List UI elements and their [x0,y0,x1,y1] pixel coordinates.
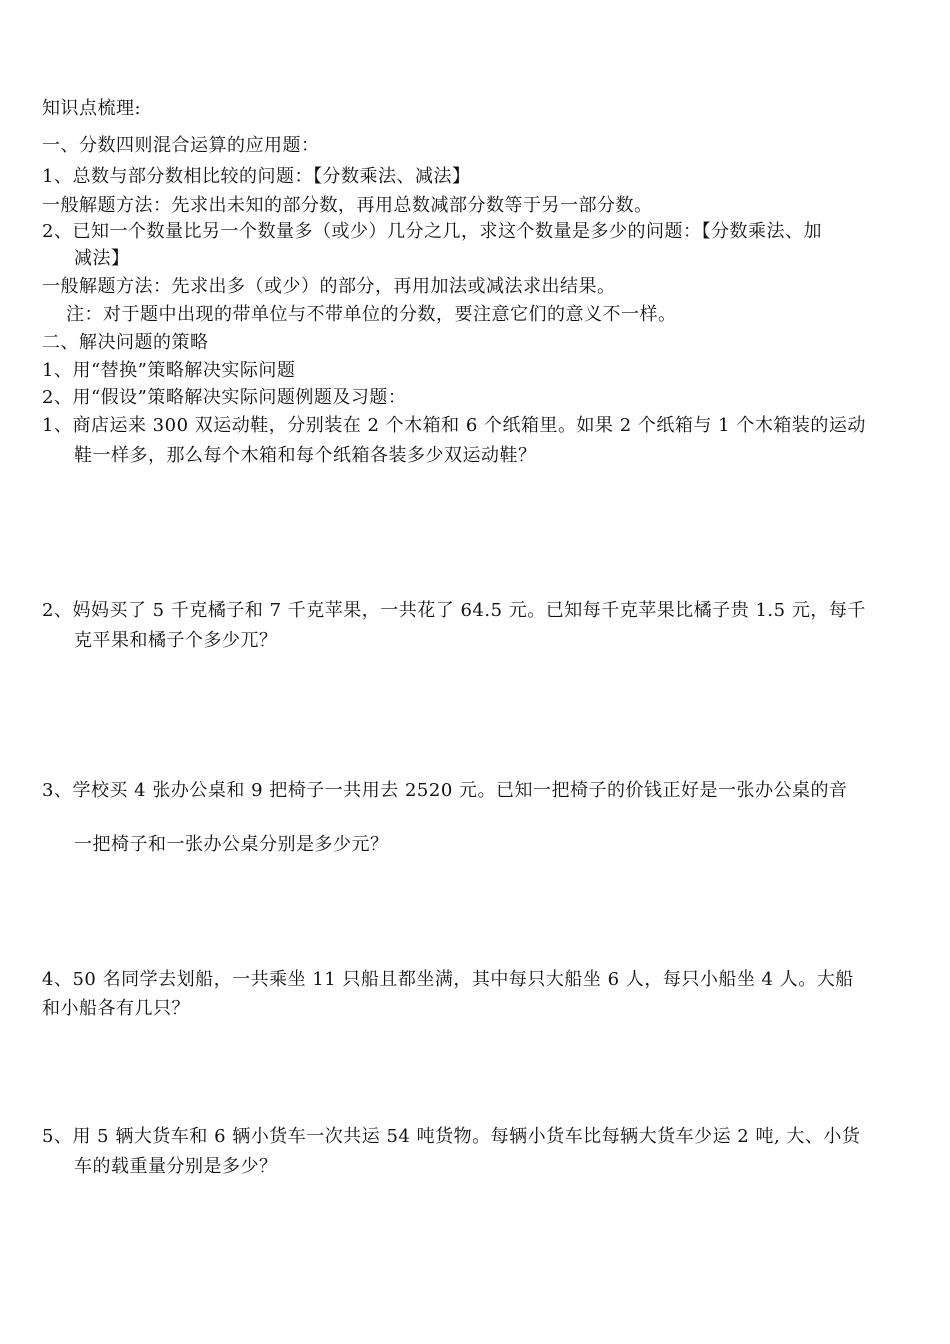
section1-item2-method: 一般解题方法：先求出多（或少）的部分，再用加法或减法求出结果。 [42,276,616,297]
problem-2-line2: 克平果和橘子个多少兀？ [74,630,278,651]
section1-item1-title: 1、总数与部分数相比较的问题：【分数乘法、减法】 [42,166,471,187]
section2-item2: 2、用“假设”策略解决实际问题例题及习题： [42,387,407,408]
section1-item2-title-line1: 2、已知一个数量比另一个数量多（或少）几分之几，求这个数量是多少的问题：【分数乘法、加 [42,221,822,242]
problem-5-line2: 车的载重量分别是多少？ [74,1156,278,1177]
problem-3-line2: 一把椅子和一张办公桌分别是多少元？ [74,834,389,855]
problem-5-line1: 5、用 5 辆大货车和 6 辆小货车一次共运 54 吨货物。每辆小货车比每辆大货车少运 2 吨, 大、小货 [42,1126,861,1147]
section1-note: 注：对于题中出现的带单位与不带单位的分数，要注意它们的意义不一样。 [66,304,677,325]
section1-item1-method: 一般解题方法：先求出未知的部分数，再用总数减部分数等于另一部分数。 [42,195,653,216]
section2-item1: 1、用“替换”策略解决实际问题 [42,360,296,381]
problem-2-line1: 2、妈妈买了 5 千克橘子和 7 千克苹果，一共花了 64.5 元。已知每千克苹果比橘子贵 1.5 元，每千 [42,600,866,621]
problem-4-line2: 和小船各有几只？ [42,998,190,1019]
problem-1-line2: 鞋一样多，那么每个木箱和每个纸箱各装多少双运动鞋？ [74,445,537,466]
section1-title: 一、分数四则混合运算的应用题： [42,135,320,156]
problem-1-line1: 1、商店运来 300 双运动鞋，分别装在 2 个木箱和 6 个纸箱里。如果 2 个纸箱与 1 个木箱装的运动 [42,415,866,436]
problem-4-line1: 4、50 名同学去划船，一共乘坐 11 只船且都坐满，其中每只大船坐 6 人，每只小船坐 4 人。大船 [42,969,854,990]
problem-3-line1: 3、学校买 4 张办公桌和 9 把椅子一共用去 2520 元。已知一把椅子的价钱正好是一张办公桌的音 [42,780,848,801]
heading: 知识点梳理: [42,98,142,119]
section2-title: 二、解决问题的策略 [42,332,209,353]
section1-item2-title-line2: 减法】 [74,248,130,269]
